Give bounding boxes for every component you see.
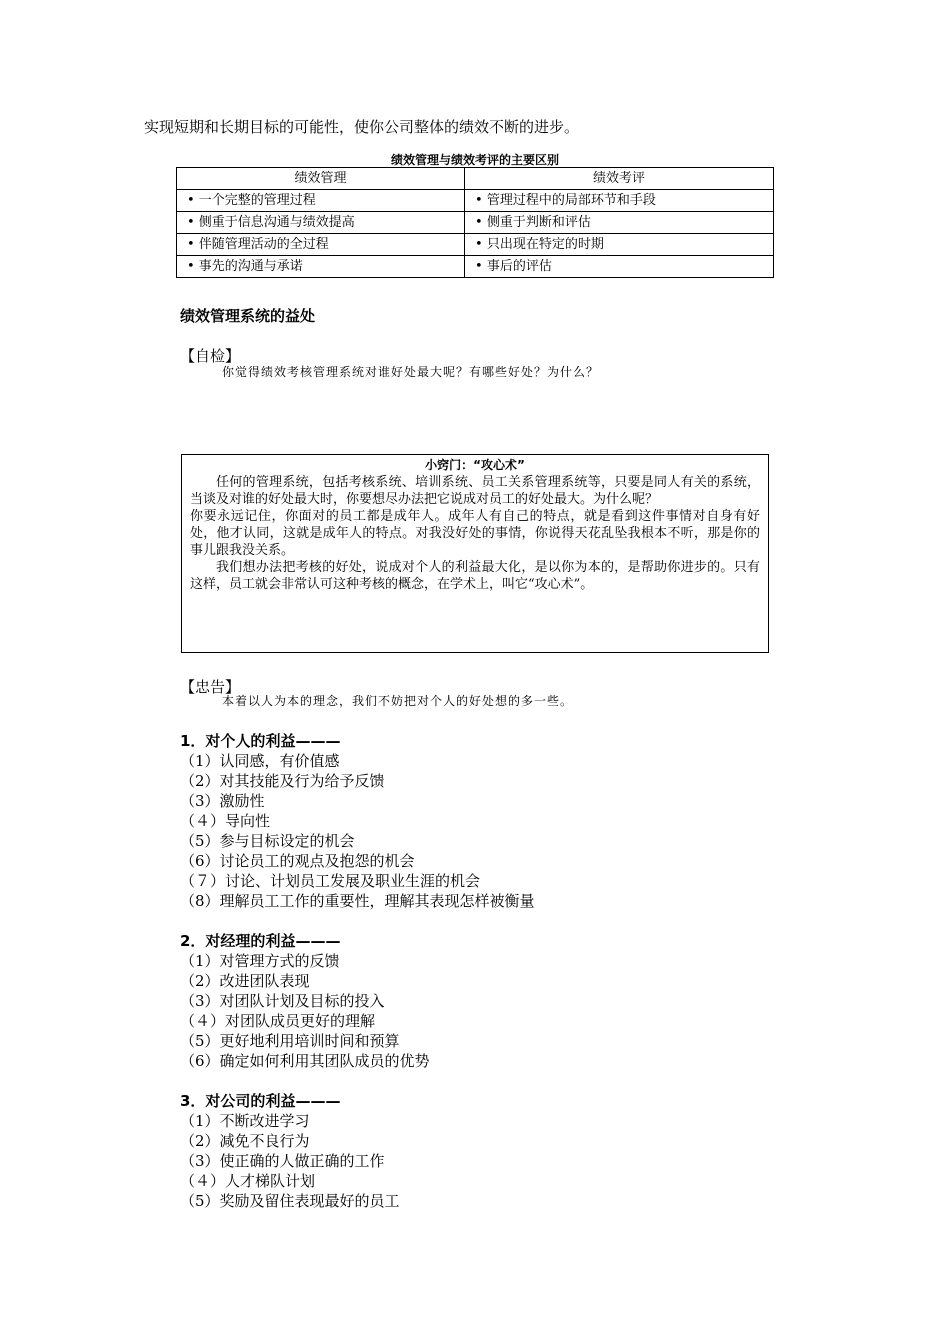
list-item: （４）导向性	[180, 812, 271, 830]
benefit-group-title: 2．对经理的利益———	[180, 932, 341, 950]
list-item: （5）参与目标设定的机会	[180, 832, 355, 850]
list-item: （７）讨论、计划员工发展及职业生涯的机会	[180, 872, 481, 890]
table-header-row	[177, 168, 774, 190]
intro-paragraph: 实现短期和长期目标的可能性，使你公司整体的绩效不断的进步。	[144, 118, 580, 136]
benefit-group-title: 1．对个人的利益———	[180, 732, 341, 750]
table-cell: • 事后的评估	[465, 256, 774, 278]
list-item: （5）奖励及留住表现最好的员工	[180, 1192, 400, 1210]
table-row	[177, 190, 774, 212]
tip-paragraph: 任何的管理系统，包括考核系统、培训系统、员工关系管理系统等，只要是同人有关的系统，当谈及对谁的好处最大时，你要想尽办法把它说成对员工的好处最大。为什么呢？	[190, 475, 760, 507]
list-item: （４）对团队成员更好的理解	[180, 1012, 376, 1030]
list-item: （3）激励性	[180, 792, 265, 810]
list-item: （6）讨论员工的观点及抱怨的机会	[180, 852, 415, 870]
list-item: （6）确定如何利用其团队成员的优势	[180, 1052, 430, 1070]
list-item: （2）对其技能及行为给予反馈	[180, 772, 385, 790]
list-item: （2）减免不良行为	[180, 1132, 310, 1150]
benefit-group-individual	[180, 730, 535, 911]
tip-title: 小窍门：“攻心术”	[425, 458, 525, 472]
list-item: （４）人才梯队计划	[180, 1172, 316, 1190]
benefit-group-manager	[180, 930, 430, 1071]
list-item: （2）改进团队表现	[180, 972, 310, 990]
table-cell: • 事先的沟通与承诺	[177, 256, 465, 278]
column-header: 绩效考评	[465, 168, 774, 190]
self-check-heading: 【自检】	[180, 347, 241, 365]
table-cell: • 伴随管理活动的全过程	[177, 234, 465, 256]
tip-paragraph: 我们想办法把考核的好处，说成对个人的利益最大化，是以你为本的，是帮助你进步的。只有这样，员工就会非常认可这种考核的概念，在学术上，叫它“攻心术”。	[190, 560, 760, 592]
list-item: （1）不断改进学习	[180, 1112, 310, 1130]
table-row	[177, 212, 774, 234]
list-item: （1）认同感，有价值感	[180, 752, 340, 770]
table-row	[177, 256, 774, 278]
table-cell: • 管理过程中的局部环节和手段	[465, 190, 774, 212]
advice-heading: 【忠告】	[180, 678, 241, 696]
benefit-group-title: 3．对公司的利益———	[180, 1092, 341, 1110]
tip-box	[181, 454, 769, 653]
column-header: 绩效管理	[177, 168, 465, 190]
table-title: 绩效管理与绩效考评的主要区别	[390, 153, 559, 167]
table-row	[177, 234, 774, 256]
list-item: （1）对管理方式的反馈	[180, 952, 340, 970]
tip-paragraph: 你要永远记住，你面对的员工都是成年人。成年人有自己的特点，就是看到这件事情对自身有好处，他才认同，这就是成年人的特点。对我没好处的事情，你说得天花乱坠我根本不听，那是你的事儿跟我没关系。	[190, 509, 760, 558]
list-item: （8）理解员工工作的重要性，理解其表现怎样被衡量	[180, 892, 535, 910]
table-cell: • 只出现在特定的时期	[465, 234, 774, 256]
list-item: （3）对团队计划及目标的投入	[180, 992, 385, 1010]
section-title: 绩效管理系统的益处	[180, 307, 316, 325]
self-check-question: 你觉得绩效考核管理系统对谁好处最大呢？有哪些好处？为什么？	[222, 365, 600, 379]
list-item: （5）更好地利用培训时间和预算	[180, 1032, 400, 1050]
comparison-table	[176, 167, 774, 278]
table-cell: • 侧重于信息沟通与绩效提高	[177, 212, 465, 234]
table-cell: • 一个完整的管理过程	[177, 190, 465, 212]
list-item: （3）使正确的人做正确的工作	[180, 1152, 385, 1170]
table-cell: • 侧重于判断和评估	[465, 212, 774, 234]
benefit-group-company	[180, 1090, 400, 1211]
advice-text: 本着以人为本的理念，我们不妨把对个人的好处想的多一些。	[222, 694, 574, 708]
